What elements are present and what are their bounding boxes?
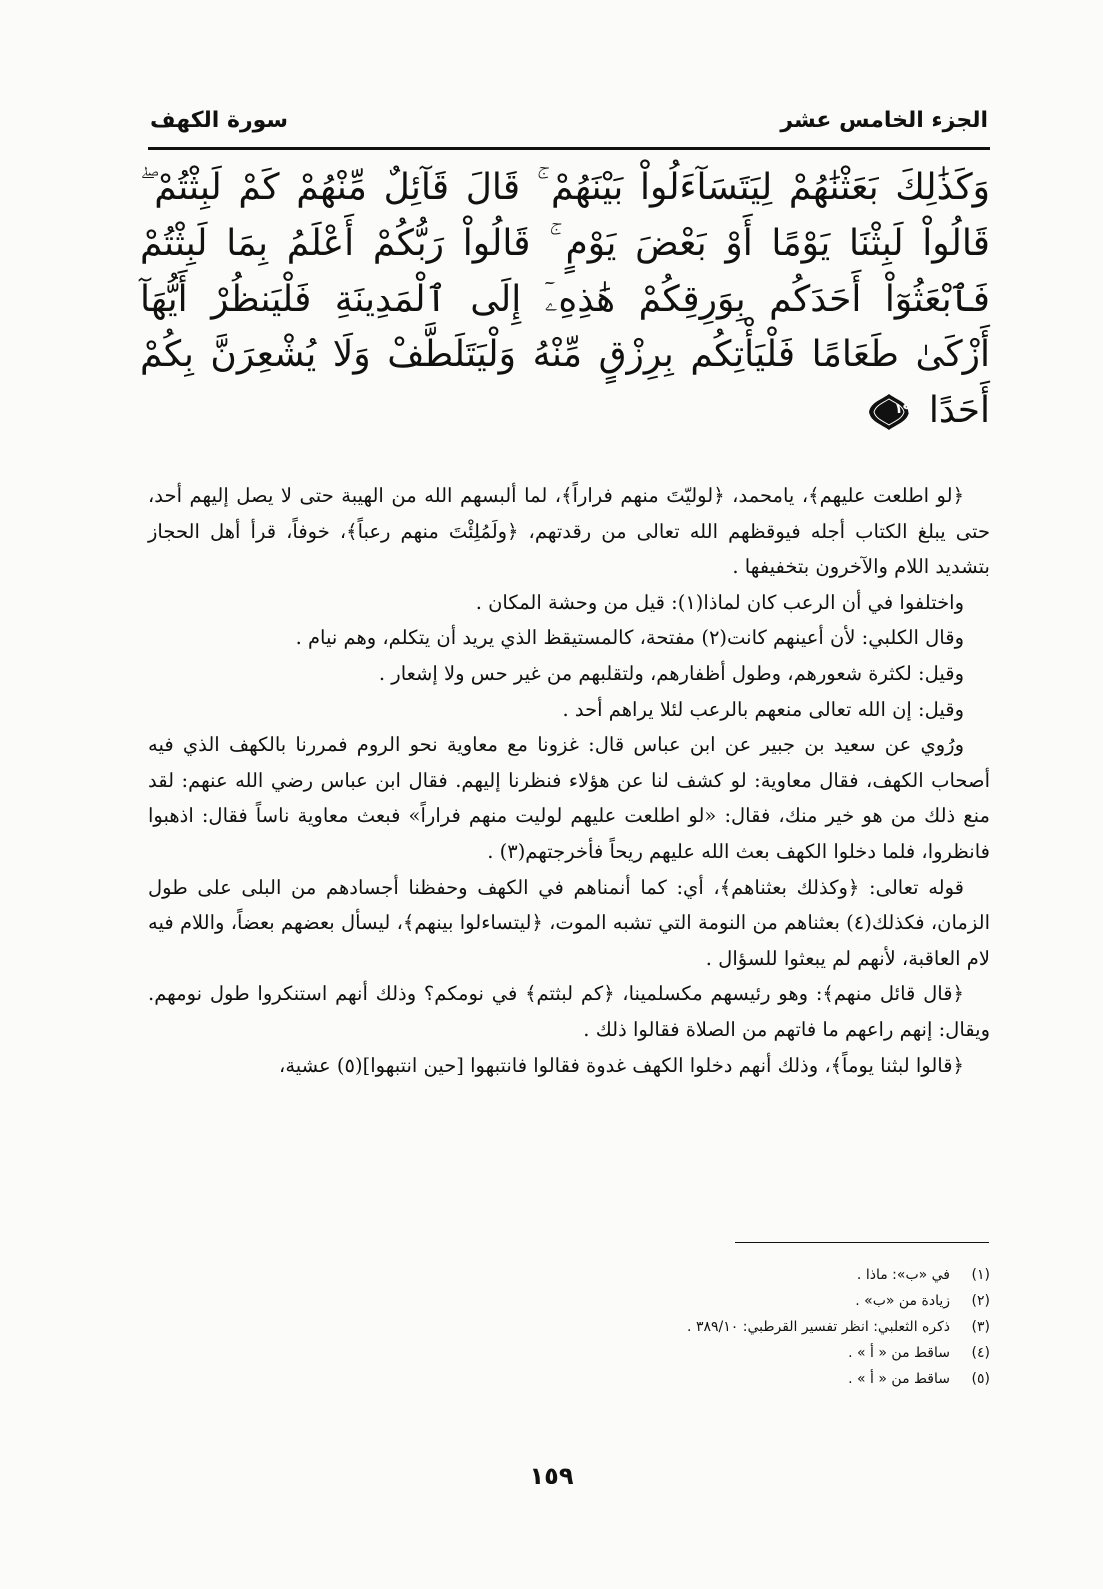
page-number: ١٥٩	[529, 1462, 574, 1490]
commentary-paragraph: ورُوي عن سعيد بن جبير عن ابن عباس قال: غزونا مع معاوية نحو الروم فمررنا بالكهف الذي فيه أصحاب الكهف، فقال معاوية: لو كشف لنا عن هؤلاء فنظرنا إليهم. فقال ابن عباس رضي الله عنهم: لقد منع ذلك من هو خير منك، فقال: «لو اطلعت عليهم لوليت منهم فراراً» فبعث معاوية ناساً فقال: اذهبوا فانظروا، فلما دخلوا الكهف بعث الله عليهم ريحاً فأخرجتهم(٣) .	[148, 733, 990, 863]
commentary-paragraph: وقيل: لكثرة شعورهم، وطول أظفارهم، ولتقلبهم من غير حس ولا إشعار .	[378, 661, 964, 685]
footnote-item	[500, 1262, 990, 1288]
footnote-number: (١)	[971, 1267, 990, 1283]
verse-text: وَكَذَٰلِكَ بَعَثْنَٰهُمْ لِيَتَسَآءَلُواْ بَيْنَهُمْ ۚ قَالَ قَآئِلٌ مِّنْهُمْ كَمْ لَبِثْتُمْ ۖ قَالُواْ لَبِثْنَا يَوْمًا أَوْ بَعْضَ يَوْمٍ ۚ قَالُواْ رَبُّكُمْ أَعْلَمُ بِمَا لَبِثْتُمْ فَٱبْعَثُوٓاْ أَحَدَكُم بِوَرِقِكُمْ هَٰذِهِۦٓ إِلَى ٱلْمَدِينَةِ فَلْيَنظُرْ أَيُّهَآ أَزْكَىٰ طَعَامًا فَلْيَأْتِكُم بِرِزْقٍ مِّنْهُ وَلْيَتَلَطَّفْ وَلَا يُشْعِرَنَّ بِكُمْ أَحَدًا	[140, 167, 990, 432]
footnote-number: (٤)	[971, 1345, 990, 1361]
footnote-text: ساقط من « أ » .	[848, 1371, 950, 1387]
footnote-item	[500, 1314, 990, 1340]
footnote-divider	[735, 1242, 989, 1243]
footnote-text: ساقط من « أ » .	[848, 1345, 950, 1361]
tafsir-commentary	[148, 478, 990, 1083]
footnotes	[500, 1262, 990, 1392]
commentary-paragraph: ﴿قال قائل منهم﴾: وهو رئيسهم مكسلمينا، ﴿كم لبثتم﴾ في نومكم؟ وذلك أنهم استنكروا طول نومهم. ويقال: إنهم راعهم ما فاتهم من الصلاة فقالوا ذلك .	[148, 982, 990, 1041]
surah-title: سورة الكهف	[150, 107, 289, 133]
commentary-paragraph: ﴿لو اطلعت عليهم﴾، يامحمد، ﴿لوليّتَ منهم فراراً﴾، لما ألبسهم الله من الهيبة حتى لا يصل إليهم أحد، حتى يبلغ الكتاب أجله فيوقظهم الله تعالى من رقدتهم، ﴿ولَمُلِئْتَ منهم رعباً﴾، خوفاً، قرأ أهل الحجاز بتشديد اللام والآخرون بتخفيفها .	[148, 484, 990, 579]
commentary-paragraph: وقيل: إن الله تعالى منعهم بالرعب لئلا يراهم أحد .	[562, 697, 964, 721]
commentary-paragraph: وقال الكلبي: لأن أعينهم كانت(٢) مفتحة، كالمستيقظ الذي يريد أن يتكلم، وهم نيام .	[295, 626, 964, 650]
running-header	[150, 100, 988, 140]
footnote-item	[500, 1340, 990, 1366]
quran-verse	[140, 160, 990, 439]
commentary-paragraph: قوله تعالى: ﴿وكذلك بعثناهم﴾، أي: كما أنمناهم في الكهف وحفظنا أجسادهم من البلى على طول الزمان، فكذلك(٤) بعثناهم من النومة التي تشبه الموت، ﴿ليتساءلوا بينهم﴾، ليسأل بعضهم بعضاً، واللام فيه لام العاقبة، لأنهم لم يبعثوا للسؤال .	[148, 875, 990, 970]
footnote-number: (٢)	[971, 1293, 990, 1309]
footnote-item	[500, 1288, 990, 1314]
footnote-text: زيادة من «ب» .	[855, 1293, 950, 1309]
header-divider	[148, 147, 990, 150]
ayah-number-marker	[867, 392, 911, 432]
footnote-text: في «ب»: ماذا .	[856, 1267, 950, 1283]
part-title: الجزء الخامس عشر	[780, 107, 988, 133]
footnote-number: (٣)	[971, 1319, 990, 1335]
footnote-item	[500, 1366, 990, 1392]
commentary-paragraph: واختلفوا في أن الرعب كان لماذا(١): قيل من وحشة المكان .	[475, 590, 964, 614]
commentary-paragraph: ﴿قالوا لبثنا يوماً﴾، وذلك أنهم دخلوا الكهف غدوة فقالوا فانتبهوا [حين انتبهوا](٥) عشية،	[279, 1053, 964, 1077]
footnote-number: (٥)	[971, 1371, 990, 1387]
footnote-text: ذكره الثعلبي: انظر تفسير القرطبي: ٣٨٩/١٠ .	[687, 1319, 950, 1335]
ayah-number: ١٩	[894, 401, 912, 418]
